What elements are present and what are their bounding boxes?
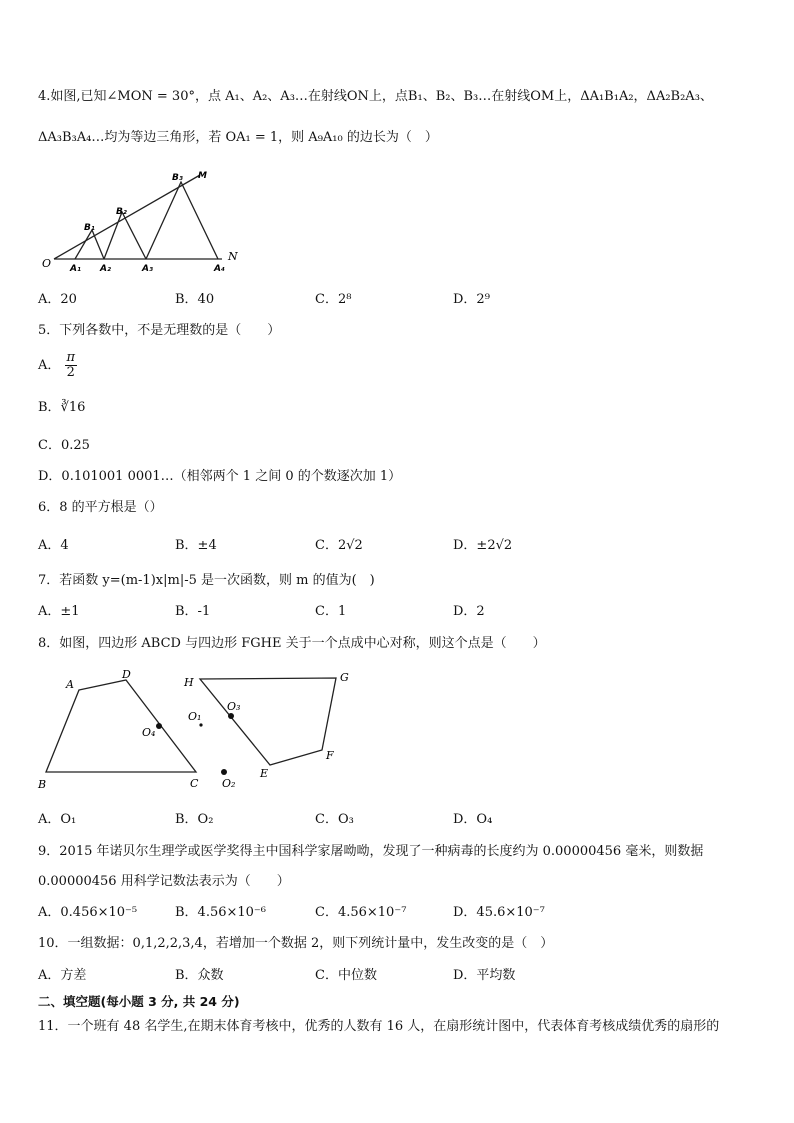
q9-option-a: A．0.456×10⁻⁵ [38, 905, 138, 920]
pi-over-2-fraction [65, 351, 78, 380]
q7-option-c: C．1 [315, 604, 347, 619]
q8-option-d: D．O₄ [453, 812, 493, 827]
q4-option-a: A．20 [38, 292, 77, 307]
q7-option-d: D．2 [453, 604, 485, 619]
q9-option-b: B．4.56×10⁻⁶ [175, 905, 267, 920]
q9-stem-line2: 0.00000456 用科学记数法表示为（ ） [38, 874, 290, 889]
q10-option-a: A．方差 [38, 968, 87, 983]
q5-option-a [38, 350, 77, 382]
q7-option-b: B．-1 [175, 604, 211, 619]
quad-HGFE [200, 678, 336, 765]
q10-option-d: D．平均数 [453, 968, 516, 983]
quad-ABCD [46, 680, 196, 772]
q9-stem-line1: 9．2015 年诺贝尔生理学或医学奖得主中国科学家屠呦呦，发现了一种病毒的长度约为 0.00000456 毫米，则数据 [38, 844, 704, 859]
q8-stem: 8．如图，四边形 ABCD 与四边形 FGHE 关于一个点成中心对称，则这个点是（ ） [38, 636, 546, 651]
q6-option-c: C．2√2 [315, 538, 363, 553]
point-O3 [228, 713, 234, 719]
label-M: M [198, 171, 207, 181]
q6-option-b: B．±4 [175, 538, 217, 553]
q9-option-c: C．4.56×10⁻⁷ [315, 905, 407, 920]
q8-option-b: B．O₂ [175, 812, 214, 827]
q8-figure [34, 662, 374, 797]
fraction-numerator: π [66, 350, 76, 365]
q4-stem-line1: 4.如图,已知∠MON = 30°，点 A₁、A₂、A₃…在射线ON上，点B₁、B₂、B₃…在射线OM上，ΔA₁B₁A₂，ΔA₂B₂A₃、 [38, 89, 713, 104]
q6-stem: 6．8 的平方根是（） [38, 500, 163, 515]
label-A1: A₁ [70, 264, 81, 274]
q10-stem: 10．一组数据：0,1,2,2,3,4，若增加一个数据 2，则下列统计量中，发生改变的是（ ） [38, 936, 554, 951]
q4-option-b: B．40 [175, 292, 215, 307]
point-O2 [221, 769, 227, 775]
q5-stem: 5．下列各数中，不是无理数的是（ ） [38, 323, 281, 338]
triangle-A3B3A4 [146, 182, 218, 259]
q4-option-d: D．2⁹ [453, 292, 490, 307]
q5-option-a-prefix: A． [38, 358, 61, 373]
q10-option-b: B．众数 [175, 968, 224, 983]
fraction-denominator: 2 [66, 365, 75, 380]
q4-stem-line2: ΔA₃B₃A₄…均为等边三角形，若 OA₁ = 1，则 A₉A₁₀ 的边长为（ ） [38, 130, 438, 145]
label-O2: O₂ [222, 777, 236, 790]
point-O4 [156, 723, 162, 729]
q4-option-c: C．2⁸ [315, 292, 352, 307]
q8-option-c: C．O₃ [315, 812, 354, 827]
q7-option-a: A．±1 [38, 604, 80, 619]
label-H: H [184, 676, 194, 689]
q5-option-d: D．0.101001 0001…（相邻两个 1 之间 0 的个数逐次加 1） [38, 469, 402, 484]
label-O1: O₁ [188, 710, 202, 723]
label-A2: A₂ [100, 264, 111, 274]
point-O1 [199, 723, 202, 726]
q5-option-c: C．0.25 [38, 438, 90, 453]
q7-stem: 7．若函数 y=(m-1)x|m|-5 是一次函数，则 m 的值为( ) [38, 573, 375, 588]
label-O3: O₃ [227, 700, 241, 713]
label-B: B [38, 778, 47, 791]
q4-figure [40, 166, 260, 276]
label-G: G [340, 671, 349, 684]
q6-option-d: D．±2√2 [453, 538, 513, 553]
triangle-A2B2A3 [104, 212, 146, 259]
section-2-title: 二、填空题(每小题 3 分, 共 24 分) [38, 994, 240, 1009]
label-F: F [326, 749, 334, 762]
label-A4: A₄ [214, 264, 225, 274]
q6-option-a: A．4 [38, 538, 69, 553]
label-B3: B₃ [172, 173, 183, 183]
q11-stem: 11．一个班有 48 名学生,在期末体育考核中，优秀的人数有 16 人，在扇形统计图中，代表体育考核成绩优秀的扇形的 [38, 1019, 720, 1034]
label-O4: O₄ [142, 726, 156, 739]
label-D: D [122, 668, 131, 681]
label-C: C [190, 777, 199, 790]
label-N: N [228, 250, 238, 263]
q8-option-a: A．O₁ [38, 812, 77, 827]
label-B2: B₂ [116, 207, 127, 217]
label-A3: A₃ [142, 264, 153, 274]
q5-option-b: B．∛16 [38, 400, 86, 415]
q10-option-c: C．中位数 [315, 968, 377, 983]
label-O: O [42, 257, 52, 270]
label-A: A [66, 678, 74, 691]
label-B1: B₁ [84, 223, 95, 233]
label-E: E [260, 767, 269, 780]
q9-option-d: D．45.6×10⁻⁷ [453, 905, 545, 920]
